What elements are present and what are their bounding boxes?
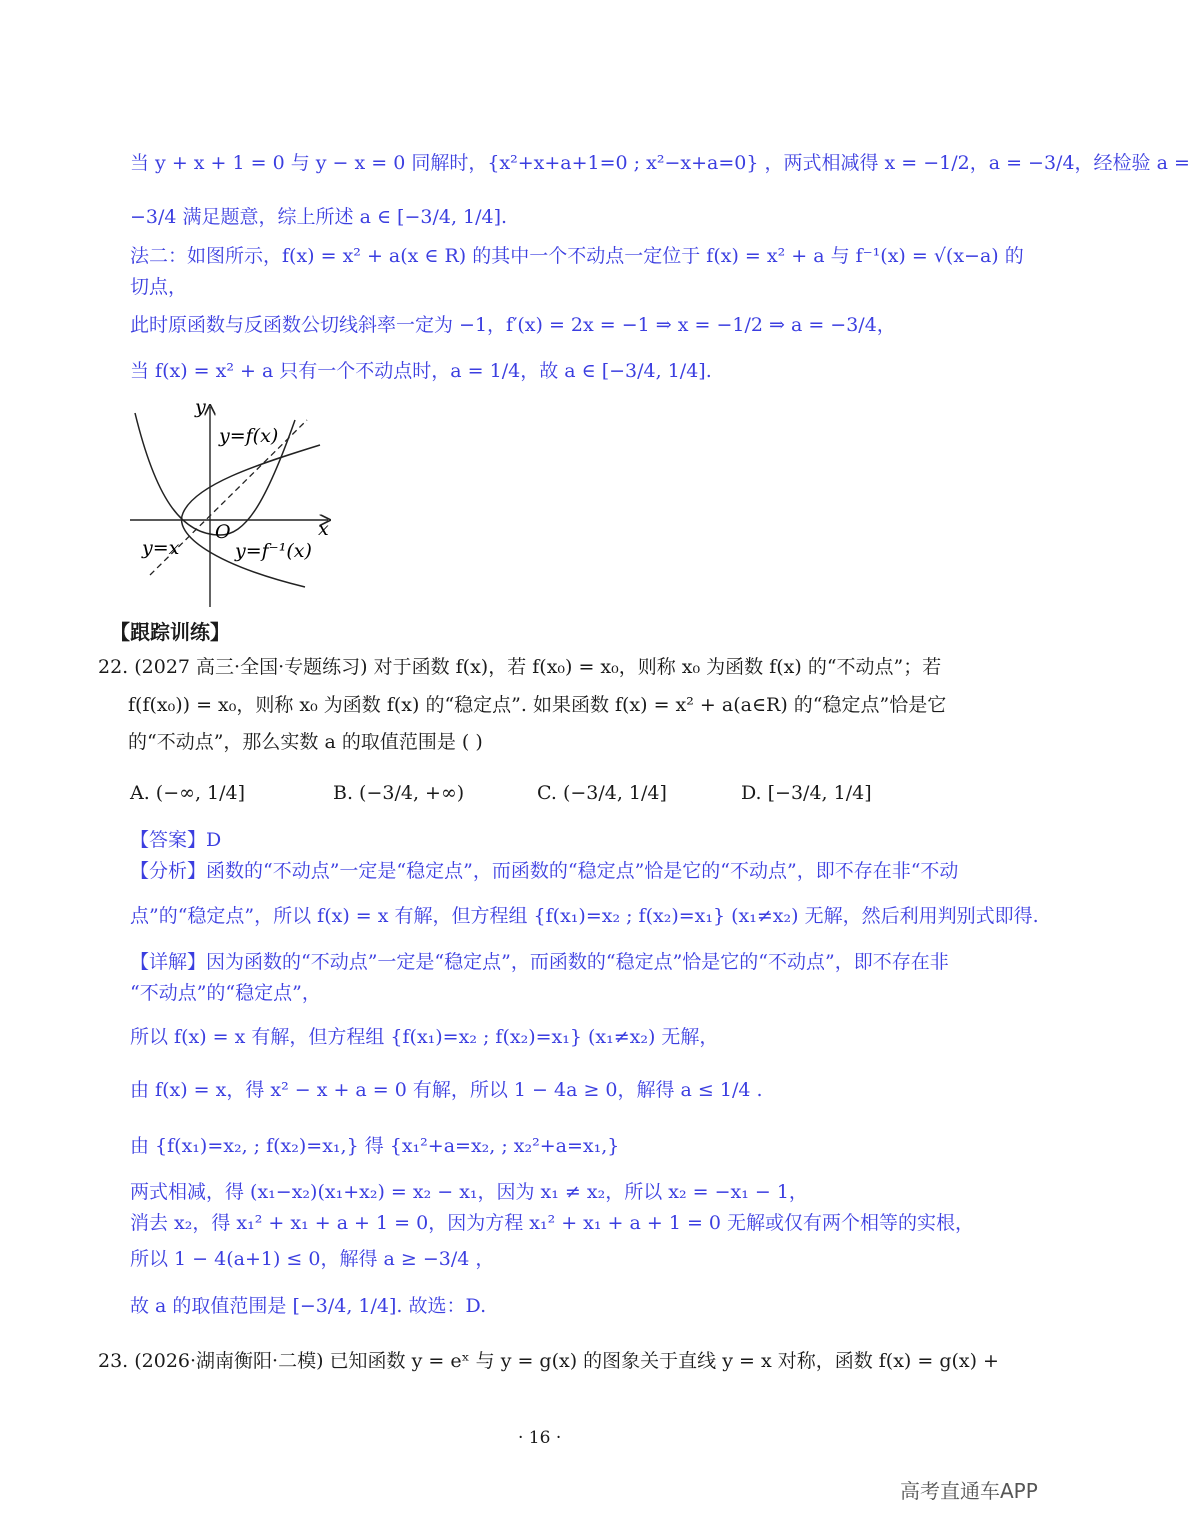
- detail-line-4: 由 f(x) = x，得 x² − x + a = 0 有解，所以 1 − 4a ≥ 0，解得 a ≤ 1/4 .: [130, 1079, 763, 1101]
- y-axis-label: y: [195, 396, 206, 418]
- detail-line-5: 由 {f(x₁)=x₂, ; f(x₂)=x₁,} 得 {x₁²+a=x₂, ; x₂²+a=x₁,}: [130, 1135, 620, 1157]
- function-graph: [125, 395, 340, 610]
- solution-line-2: −3/4 满足题意，综上所述 a ∈ [−3/4, 1/4].: [130, 206, 508, 228]
- detail-line-8: 所以 1 − 4(a+1) ≤ 0，解得 a ≥ −3/4 ，: [130, 1248, 495, 1270]
- detail-line-7: 消去 x₂，得 x₁² + x₁ + a + 1 = 0，因为方程 x₁² + x₁ + a + 1 = 0 无解或仅有两个相等的实根，: [130, 1212, 975, 1234]
- detail-line-1: 【详解】因为函数的“不动点”一定是“稳定点”，而函数的“稳定点”恰是它的“不动点”，即不存在非: [130, 951, 949, 973]
- x-axis-label: x: [318, 518, 329, 540]
- detail-line-2: “不动点”的“稳定点”，: [130, 982, 321, 1004]
- q22-line-2: f(f(x₀)) = x₀，则称 x₀ 为函数 f(x) 的“稳定点”. 如果函数 f(x) = x² + a(a∈R) 的“稳定点”恰是它: [128, 694, 947, 716]
- origin-label: O: [215, 521, 231, 543]
- label-f-inverse: y=f⁻¹(x): [235, 540, 312, 562]
- option-d: D. [−3/4, 1/4]: [741, 782, 872, 804]
- detail-line-3: 所以 f(x) = x 有解，但方程组 {f(x₁)=x₂ ; f(x₂)=x₁} (x₁≠x₂) 无解，: [130, 1026, 719, 1048]
- solution-line-5: 此时原函数与反函数公切线斜率一定为 −1，f′(x) = 2x = −1 ⇒ x = −1/2 ⇒ a = −3/4，: [130, 314, 896, 336]
- label-y-x: y=x: [142, 537, 180, 559]
- page-number: · 16 ·: [518, 1428, 562, 1448]
- analysis-line-2: 点”的“稳定点”，所以 f(x) = x 有解，但方程组 {f(x₁)=x₂ ; f(x₂)=x₁} (x₁≠x₂) 无解，然后利用判别式即得.: [130, 905, 1039, 927]
- analysis-line-1: 【分析】函数的“不动点”一定是“稳定点”，而函数的“稳定点”恰是它的“不动点”，即不存在非“不动: [130, 860, 959, 882]
- option-c: C. (−3/4, 1/4]: [537, 782, 667, 804]
- section-title: 【跟踪训练】: [110, 620, 230, 644]
- q22-line-1: 22. (2027 高三·全国·专题练习) 对于函数 f(x)，若 f(x₀) = x₀，则称 x₀ 为函数 f(x) 的“不动点”；若: [98, 656, 942, 678]
- label-f: y=f(x): [219, 425, 279, 447]
- option-b: B. (−3/4, +∞): [333, 782, 465, 804]
- solution-line-4: 切点，: [130, 276, 188, 298]
- detail-line-6: 两式相减，得 (x₁−x₂)(x₁+x₂) = x₂ − x₁，因为 x₁ ≠ x₂，所以 x₂ = −x₁ − 1，: [130, 1181, 808, 1203]
- solution-line-6: 当 f(x) = x² + a 只有一个不动点时，a = 1/4，故 a ∈ [−3/4, 1/4].: [130, 360, 712, 382]
- detail-line-9: 故 a 的取值范围是 [−3/4, 1/4]. 故选：D.: [130, 1295, 487, 1317]
- solution-line-3: 法二：如图所示，f(x) = x² + a(x ∈ R) 的其中一个不动点一定位于 f(x) = x² + a 与 f⁻¹(x) = √(x−a) 的: [130, 245, 1024, 267]
- solution-line-1: 当 y + x + 1 = 0 与 y − x = 0 同解时，{x²+x+a+1=0 ; x²−x+a=0} ，两式相减得 x = −1/2，a = −3/4，经检验 a =: [130, 152, 1190, 174]
- answer-label: 【答案】D: [130, 829, 222, 851]
- q22-line-3: 的“不动点”，那么实数 a 的取值范围是 ( ): [128, 731, 483, 753]
- brand-watermark: 高考直通车APP: [900, 1479, 1038, 1503]
- option-a: A. (−∞, 1/4]: [130, 782, 246, 804]
- q23-line-1: 23. (2026·湖南衡阳·二模) 已知函数 y = eˣ 与 y = g(x) 的图象关于直线 y = x 对称，函数 f(x) = g(x) +: [98, 1350, 999, 1372]
